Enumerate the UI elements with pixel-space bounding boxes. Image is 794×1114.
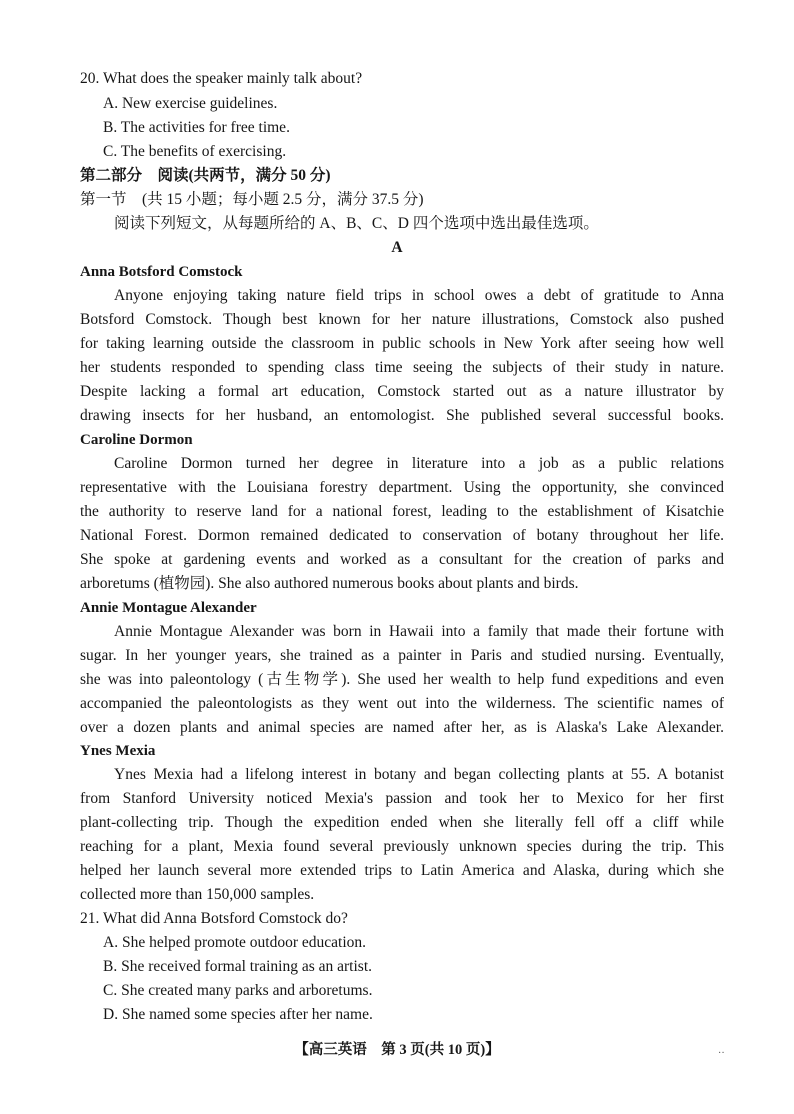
passage-label: A bbox=[391, 239, 403, 256]
paragraph-line: from Stanford University noticed Mexia's passion and took her to Mexico for her first bbox=[80, 790, 724, 807]
question-21-option-d: D. She named some species after her name. bbox=[103, 1006, 373, 1023]
question-21-stem: 21. What did Anna Botsford Comstock do? bbox=[80, 910, 348, 927]
paragraph-line: Annie Montague Alexander was born in Hawaii into a family that made their fortune with bbox=[114, 623, 724, 640]
paragraph-line: She spoke at gardening events and worked as a consultant for the creation of parks and bbox=[80, 551, 724, 568]
section-heading-dormon: Caroline Dormon bbox=[80, 432, 193, 448]
paragraph-line: arboretums (植物园). She also authored numerous books about plants and birds. bbox=[80, 575, 579, 592]
paragraph-line: drawing insects for her husband, an entomologist. She published several successful books. bbox=[80, 407, 724, 424]
paragraph-line: for taking learning outside the classroom in public schools in New York after seeing how well bbox=[80, 335, 724, 352]
page-footer: 【高三英语 第 3 页(共 10 页)】 bbox=[294, 1042, 500, 1058]
paragraph-line: representative with the Louisiana forestry department. Using the opportunity, she convinced bbox=[80, 479, 724, 496]
paragraph-line: Despite lacking a formal art education, Comstock started out as a nature illustrator by bbox=[80, 383, 724, 400]
paragraph-line: helped her launch several more extended trips to Latin America and Alaska, during which she bbox=[80, 862, 724, 879]
paragraph-line: reaching for a plant, Mexia found several previously unknown species during the trip. This bbox=[80, 838, 724, 855]
question-20-stem: 20. What does the speaker mainly talk about? bbox=[80, 70, 363, 87]
paragraph-line: she was into paleontology (古生物学). She used her wealth to help fund expeditions and even bbox=[80, 671, 724, 688]
reading-instruction: 阅读下列短文，从每题所给的 A、B、C、D 四个选项中选出最佳选项。 bbox=[114, 215, 599, 232]
paragraph-line: collected more than 150,000 samples. bbox=[80, 886, 315, 903]
paragraph-line: Caroline Dormon turned her degree in literature into a job as a public relations bbox=[114, 455, 724, 472]
question-20-option-c: C. The benefits of exercising. bbox=[103, 143, 287, 160]
part-title: 第二部分 阅读(共两节，满分 50 分) bbox=[80, 167, 331, 184]
question-21-option-c: C. She created many parks and arboretums. bbox=[103, 982, 373, 999]
paragraph-line: National Forest. Dormon remained dedicated to conservation of botany throughout her life. bbox=[80, 527, 724, 544]
paragraph-line: Ynes Mexia had a lifelong interest in botany and began collecting plants at 55. A botanist bbox=[114, 766, 724, 783]
question-20-option-a: A. New exercise guidelines. bbox=[103, 95, 278, 112]
question-20-option-b: B. The activities for free time. bbox=[103, 119, 290, 136]
corner-mark: ·· bbox=[718, 1048, 725, 1059]
subsection-title: 第一节 (共 15 小题；每小题 2.5 分，满分 37.5 分) bbox=[80, 191, 424, 208]
paragraph-line: over a dozen plants and animal species are named after her, as is Alaska's Lake Alexander. bbox=[80, 719, 724, 736]
paragraph-line: Anyone enjoying taking nature field trips in school owes a debt of gratitude to Anna bbox=[114, 287, 724, 304]
paragraph-line: accompanied the paleontologists as they went out into the wilderness. The scientific names of bbox=[80, 695, 724, 712]
paragraph-line: Botsford Comstock. Though best known for her nature illustrations, Comstock also pushed bbox=[80, 311, 724, 328]
paragraph-line: plant-collecting trip. Though the expedition ended when she literally fell off a cliff while bbox=[80, 814, 724, 831]
paragraph-line: sugar. In her younger years, she trained as a painter in Paris and studied nursing. Eventually, bbox=[80, 647, 724, 664]
section-heading-comstock: Anna Botsford Comstock bbox=[80, 264, 243, 280]
paragraph-line: the authority to reserve land for a national forest, leading to the establishment of Kisatchie bbox=[80, 503, 724, 520]
question-21-option-a: A. She helped promote outdoor education. bbox=[103, 934, 367, 951]
paragraph-line: her students responded to spending class time seeing the subjects of their study in nature. bbox=[80, 359, 724, 376]
section-heading-alexander: Annie Montague Alexander bbox=[80, 600, 257, 616]
question-21-option-b: B. She received formal training as an artist. bbox=[103, 958, 373, 975]
section-heading-mexia: Ynes Mexia bbox=[80, 743, 156, 759]
